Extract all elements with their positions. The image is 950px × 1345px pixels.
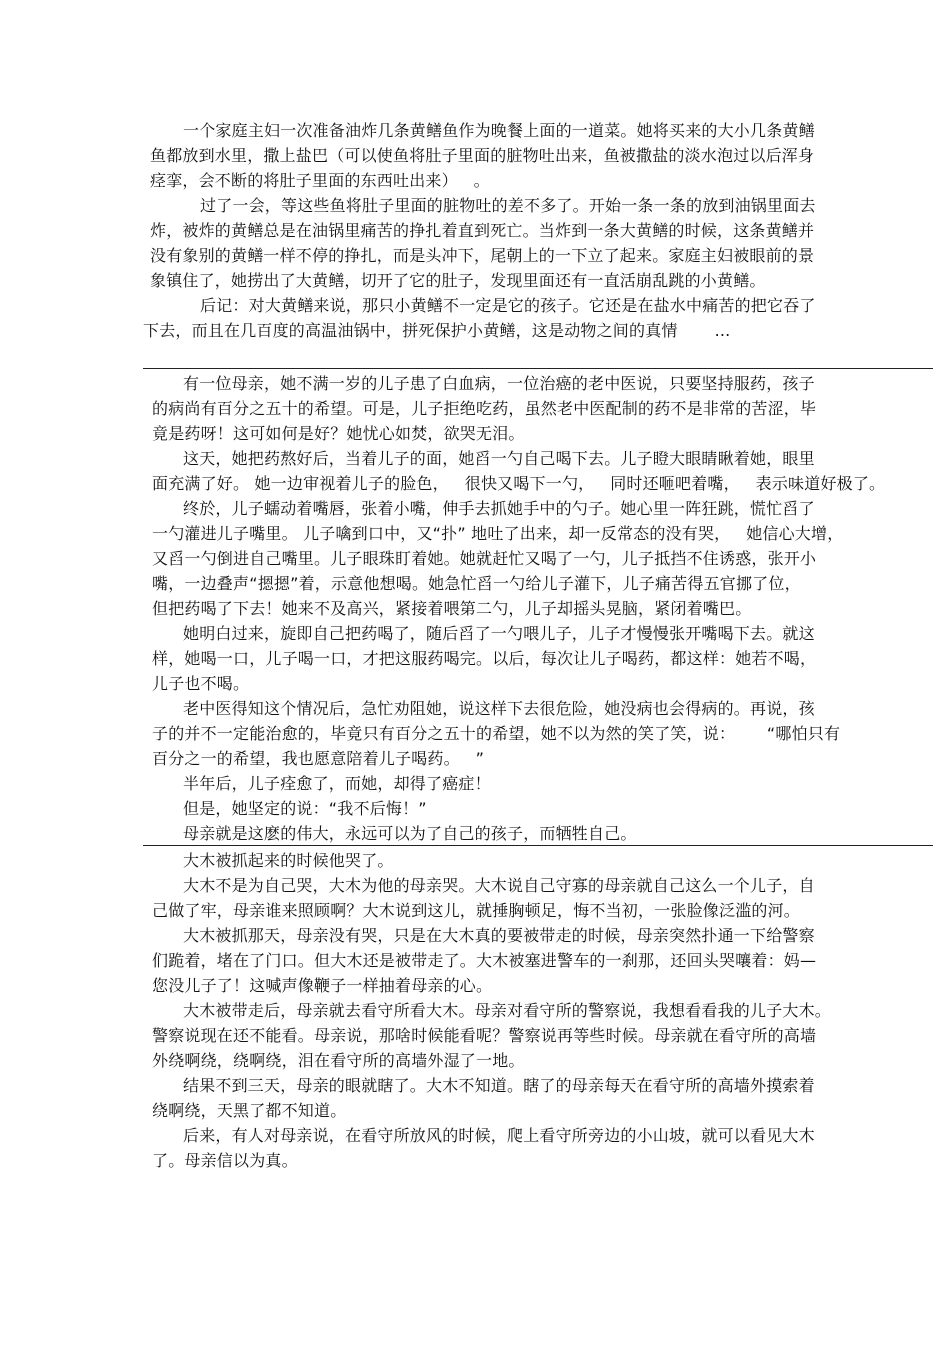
paragraph-line: 母亲就是这麽的伟大，永远可以为了自己的孩子，而牺牲自己。 (183, 824, 637, 843)
paragraph-line: 大木被抓那天，母亲没有哭，只是在大木真的要被带走的时候，母亲突然扑通一下给警察 (183, 926, 815, 945)
paragraph-line: 后来，有人对母亲说，在看守所放风的时候，爬上看守所旁边的小山坡，就可以看见大木 (183, 1126, 815, 1145)
paragraph-line: 一个家庭主妇一次准备油炸几条黄鳝鱼作为晚餐上面的一道菜。她将买来的大小几条黄鳝 (183, 121, 815, 140)
paragraph-line: 大木被抓起来的时候他哭了。 (183, 851, 394, 870)
paragraph-line: 没有象别的黄鳝一样不停的挣扎，而是头冲下，尾朝上的一下立了起来。家庭主妇被眼前的景 (150, 246, 815, 265)
section-divider (143, 368, 933, 369)
paragraph-line: 面充满了好。 她一边审视着儿子的脸色， 很快又喝下一勺， 同时还咂吧着嘴， 表示味道好极了。 (152, 474, 886, 493)
paragraph-line: 警察说现在还不能看。母亲说，那啥时候能看呢？警察说再等些时候。母亲就在看守所的高墙 (152, 1026, 817, 1045)
paragraph-line: 这天，她把药熬好后，当着儿子的面，她舀一勺自己喝下去。儿子瞪大眼睛瞅着她，眼里 (183, 449, 815, 468)
paragraph-line: 半年后，儿子痊愈了，而她，却得了癌症！ (183, 774, 491, 793)
paragraph-line: 但把药喝了下去！她来不及高兴，紧接着喂第二勺，儿子却摇头晃脑，紧闭着嘴巴。 (152, 599, 752, 618)
paragraph-line: 您没儿子了！这喊声像鞭子一样抽着母亲的心。 (152, 976, 493, 995)
paragraph-line: 一勺灌进儿子嘴里。 儿子噙到口中，又“扑” 地吐了出来，却一反常态的没有哭， 她信心大增， (152, 524, 844, 543)
paragraph-line: 鱼都放到水里，撒上盐巴（可以使鱼将肚子里面的脏物吐出来，鱼被撒盐的淡水泡过以后浑身 (150, 146, 815, 165)
paragraph-line: 过了一会，等这些鱼将肚子里面的脏物吐的差不多了。开始一条一条的放到油锅里面去 (200, 196, 816, 215)
paragraph-line: 了。母亲信以为真。 (152, 1151, 298, 1170)
paragraph-line: 象镇住了，她捞出了大黄鳝，切开了它的肚子，发现里面还有一直活崩乱跳的小黄鳝。 (150, 271, 766, 290)
paragraph-line: 嘴，一边叠声“摁摁”着，示意他想喝。她急忙舀一勺给儿子灌下，儿子痛苦得五官挪了位， (152, 574, 801, 593)
paragraph-line: 又舀一勺倒进自己嘴里。儿子眼珠盯着她。她就赶忙又喝了一勺，儿子抵挡不住诱惑，张开小 (152, 549, 817, 568)
paragraph-line: 结果不到三天，母亲的眼就瞎了。大木不知道。瞎了的母亲每天在看守所的高墙外摸索着 (183, 1076, 815, 1095)
paragraph-line: 样，她喝一口，儿子喝一口，才把这服药喝完。以后，每次让儿子喝药，都这样：她若不喝， (152, 649, 817, 668)
paragraph-line: 炸，被炸的黄鳝总是在油锅里痛苦的挣扎着直到死亡。当炸到一条大黄鳝的时候，这条黄鳝并 (150, 221, 815, 240)
paragraph-line: 竟是药呀！这可如何是好？她忧心如焚，欲哭无泪。 (152, 424, 525, 443)
paragraph-line: 大木被带走后，母亲就去看守所看大木。母亲对看守所的警察说，我想看看我的儿子大木。 (183, 1001, 832, 1020)
paragraph-line: 己做了牢，母亲谁来照顾啊？大木说到这儿，就捶胸顿足，悔不当初，一张脸像泛滥的河。 (152, 901, 801, 920)
paragraph-line: 们跪着，堵在了门口。但大木还是被带走了。大木被塞进警车的一刹那，还回头哭嚷着：妈— (152, 951, 817, 970)
paragraph-line: 子的并不一定能治愈的，毕竟只有百分之五十的希望，她不以为然的笑了笑，说： “哪怕只有 (152, 724, 841, 743)
paragraph-line: 但是，她坚定的说：“我不后悔！” (183, 799, 427, 818)
paragraph-line: 大木不是为自己哭，大木为他的母亲哭。大木说自己守寡的母亲就自己这么一个儿子，自 (183, 876, 815, 895)
paragraph-line: 有一位母亲，她不满一岁的儿子患了白血病，一位治癌的老中医说，只要坚持服药，孩子 (183, 374, 815, 393)
section-divider (143, 845, 933, 846)
paragraph-line: 绕啊绕，天黑了都不知道。 (152, 1101, 347, 1120)
paragraph-line: 终於，儿子蠕动着嘴唇，张着小嘴，伸手去抓她手中的勺子。她心里一阵狂跳，慌忙舀了 (183, 499, 815, 518)
paragraph-line: 外绕啊绕，绕啊绕，泪在看守所的高墙外湿了一地。 (152, 1051, 525, 1070)
paragraph-line: 百分之一的希望，我也愿意陪着儿子喝药。 ” (152, 749, 485, 768)
paragraph-line: 老中医得知这个情况后，急忙劝阻她，说这样下去很危险，她没病也会得病的。再说，孩 (183, 699, 815, 718)
paragraph-line: 下去，而且在几百度的高温油锅中，拼死保护小黄鳝，这是动物之间的真情 ... (143, 321, 731, 340)
paragraph-line: 痉挛，会不断的将肚子里面的东西吐出来） 。 (150, 171, 490, 190)
paragraph-line: 的病尚有百分之五十的希望。可是，儿子拒绝吃药，虽然老中医配制的药不是非常的苦涩，毕 (152, 399, 817, 418)
paragraph-line: 儿子也不喝。 (152, 674, 250, 693)
paragraph-line: 后记：对大黄鳝来说，那只小黄鳝不一定是它的孩子。它还是在盐水中痛苦的把它吞了 (200, 296, 816, 315)
paragraph-line: 她明白过来，旋即自己把药喝了，随后舀了一勺喂儿子，儿子才慢慢张开嘴喝下去。就这 (183, 624, 815, 643)
